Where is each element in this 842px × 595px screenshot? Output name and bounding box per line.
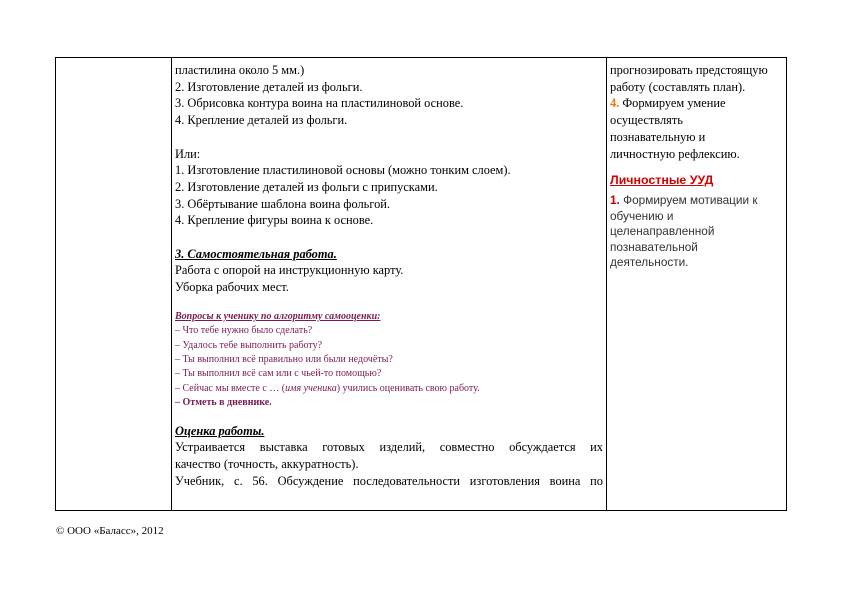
question-item: – Удалось тебе выполнить работу? xyxy=(175,339,323,351)
text-line: обучению и xyxy=(610,208,674,223)
personal-uud-list xyxy=(610,193,786,271)
item1-line: 1. Формируем мотивации к xyxy=(610,192,758,207)
questions-title: Вопросы к ученику по алгоритму самооценки: xyxy=(175,310,381,322)
middle-cell xyxy=(175,62,603,489)
text-line: работу (составлять план). xyxy=(610,79,746,94)
evaluation-title: Оценка работы. xyxy=(175,423,265,438)
right-cell xyxy=(610,62,786,271)
question-item: – Сейчас мы вместе с … (имя ученика) учились оценивать свою работу. xyxy=(175,382,480,394)
text-line: 2. Изготовление деталей из фольги с припусками. xyxy=(175,179,438,194)
text-line: прогнозировать предстоящую xyxy=(610,63,768,77)
text-line: осуществлять xyxy=(610,113,683,128)
text-line: Уборка рабочих мест. xyxy=(175,280,289,295)
section3-title: 3. Самостоятельная работа. xyxy=(175,246,337,261)
text-line: 3. Обрисовка контура воина на пластилиновой основе. xyxy=(175,96,464,111)
personal-uud-heading: Личностные УУД xyxy=(610,173,714,188)
text-line: 3. Обёртывание шаблона воина фольгой. xyxy=(175,196,391,211)
column-divider xyxy=(171,58,172,510)
text-line: Работа с опорой на инструкционную карту. xyxy=(175,263,404,278)
text-line: целенаправленной xyxy=(610,224,715,239)
or-label: Или: xyxy=(175,146,201,161)
question-item: – Ты выполнил всё сам или с чьей-то помощью? xyxy=(175,368,382,380)
text-line: деятельности. xyxy=(610,255,689,270)
text-line: 1. Изготовление пластилиновой основы (можно тонким слоем). xyxy=(175,163,511,178)
text-line: Учебник, с. 56. Обсуждение последовательности изготовления воина по xyxy=(175,473,603,488)
text-line: познавательной xyxy=(610,239,698,254)
text-line: Устраивается выставка готовых изделий, совместно обсуждается их xyxy=(175,440,603,455)
lesson-table xyxy=(55,57,787,511)
self-assessment-questions xyxy=(175,310,603,411)
question-item: – Ты выполнил всё правильно или были недочёты? xyxy=(175,354,393,366)
question-item: – Что тебе нужно было сделать? xyxy=(175,325,313,337)
question-item: – Отметь в дневнике. xyxy=(175,397,272,409)
text-line: пластилина около 5 мм.) xyxy=(175,63,305,77)
text-line: 4. Крепление деталей из фольги. xyxy=(175,113,348,128)
item4-line: 4. Формируем умение xyxy=(610,96,726,111)
column-divider xyxy=(606,58,607,510)
copyright-footer: © ООО «Баласс», 2012 xyxy=(56,525,164,537)
text-line: личностную рефлексию. xyxy=(610,146,740,161)
text-line: познавательную и xyxy=(610,129,706,144)
text-line: 4. Крепление фигуры воина к основе. xyxy=(175,213,374,228)
text-line: 2. Изготовление деталей из фольги. xyxy=(175,79,363,94)
text-line: качество (точность, аккуратность). xyxy=(175,457,359,472)
